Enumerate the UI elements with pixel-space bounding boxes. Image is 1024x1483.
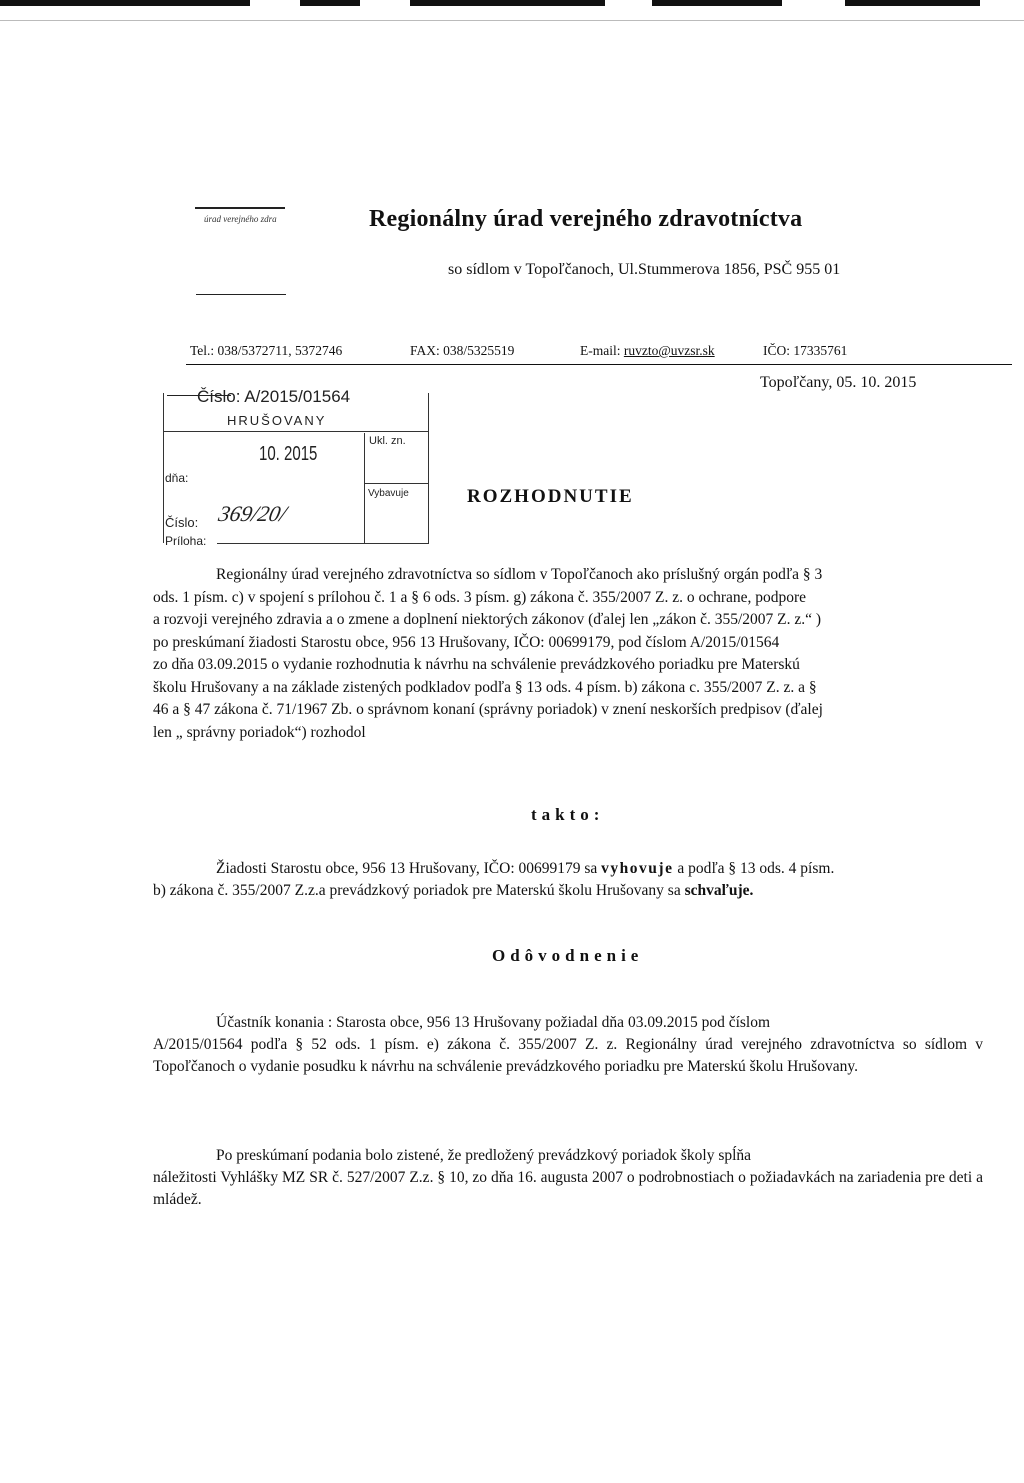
justification-text: náležitosti Vyhlášky MZ SR č. 527/2007 Z.z. § 10, zo dňa 16. augusta 2007 o podrobnostiach o požiadavkách na zariadenia pre deti a mládež. bbox=[153, 1169, 983, 1208]
stamp-date: 10. 2015 bbox=[259, 443, 318, 465]
logo-rule-bottom bbox=[196, 294, 286, 295]
contact-email-wrapper bbox=[580, 343, 715, 359]
scan-edge-mark bbox=[300, 0, 360, 6]
preamble-line: Regionálny úrad verejného zdravotníctva so sídlom v Topoľčanoch ako príslušný orgán podľa § 3 bbox=[216, 566, 823, 583]
stamp-rule bbox=[217, 543, 429, 544]
decision-text: a podľa § 13 ods. 4 písm. bbox=[677, 860, 835, 877]
decision-statement bbox=[153, 858, 983, 902]
scan-edge-line bbox=[0, 20, 1024, 21]
decision-text: b) zákona č. 355/2007 Z.z.a prevádzkový poriadok pre Materskú školu Hrušovany sa bbox=[153, 882, 681, 899]
contact-ico: IČO: 17335761 bbox=[763, 343, 848, 358]
decision-line bbox=[153, 858, 983, 880]
takto-heading: takto: bbox=[531, 805, 605, 824]
stamp-rule bbox=[163, 431, 429, 432]
registry-stamp bbox=[157, 387, 429, 547]
stamp-organization: HRUŠOVANY bbox=[227, 413, 327, 428]
preamble-line: 46 a § 47 zákona č. 71/1967 Zb. o správnom konaní (správny poriadok) v znení neskorších predpisov (ďalej bbox=[153, 701, 823, 718]
preamble-line: ods. 1 písm. c) v spojení s prílohou č. 1 a § 6 ods. 3 písm. g) zákona č. 355/2007 Z. z. o ochrane, podpore bbox=[153, 588, 807, 606]
preamble-line: po preskúmaní žiadosti Starostu obce, 956 13 Hrušovany, IČO: 00699179, pod číslom A/2015/01564 bbox=[153, 633, 780, 651]
document-heading: ROZHODNUTIE bbox=[467, 486, 634, 507]
stamp-rule bbox=[364, 483, 429, 484]
organization-address: so sídlom v Topoľčanoch, Ul.Stummerova 1856, PSČ 955 01 bbox=[448, 261, 841, 278]
scan-edge-mark bbox=[0, 0, 250, 6]
decision-preamble bbox=[153, 564, 979, 744]
justification-paragraph-2 bbox=[153, 1145, 983, 1211]
stamp-dna-label: dňa: bbox=[165, 471, 189, 485]
justification-line: Po preskúmaní podania bolo zistené, že predložený prevádzkový poriadok školy spĺňa bbox=[216, 1147, 752, 1164]
justification-text: A/2015/01564 podľa § 52 ods. 1 písm. e) zákona č. 355/2007 Z. z. Regionálny úrad verejného zdravotníctva so sídlom v Topoľčanoch o vydanie posudku k návrhu na schválenie prevádzkového poriadku pre Materskú školu Hrušovany. bbox=[153, 1036, 983, 1075]
decision-schvaluje: schvaľuje. bbox=[684, 882, 754, 899]
stamp-border-right bbox=[428, 393, 429, 543]
stamp-priloha-label: Príloha: bbox=[165, 534, 207, 548]
preamble-line: zo dňa 03.09.2015 o vydanie rozhodnutia k návrhu na schválenie prevádzkového poriadku pre Materskú bbox=[153, 656, 800, 673]
header-divider bbox=[186, 364, 1012, 365]
decision-vyhovuje: vyhovuje bbox=[601, 860, 674, 877]
preamble-line: školu Hrušovany a na základe zistených podkladov podľa § 13 ods. 4 písm. b) zákona c. 355/2007 Z. z. a § bbox=[153, 678, 817, 696]
justification-heading: Odôvodnenie bbox=[492, 946, 644, 965]
decision-text: Žiadosti Starostu obce, 956 13 Hrušovany, IČO: 00699179 sa bbox=[216, 860, 598, 877]
stamp-border-left bbox=[163, 393, 164, 543]
preamble-line: a rozvoji verejného zdravia a o zmene a doplnení niektorých zákonov (ďalej len „zákon č. 355/2007 Z. z.“ ) bbox=[153, 611, 822, 628]
logo-rule-top bbox=[195, 207, 285, 209]
scan-edge-mark bbox=[652, 0, 782, 6]
justification-paragraph-1 bbox=[153, 1012, 983, 1078]
stamp-handwritten-number: 369/20/ bbox=[216, 501, 289, 526]
justification-line: Účastník konania : Starosta obce, 956 13 Hrušovany požiadal dňa 03.09.2015 pod číslom bbox=[216, 1014, 771, 1031]
scan-edge-mark bbox=[410, 0, 605, 6]
organization-title: Regionálny úrad verejného zdravotníctva bbox=[369, 206, 803, 232]
place-date: Topoľčany, 05. 10. 2015 bbox=[760, 374, 917, 391]
scan-edge-mark bbox=[845, 0, 980, 6]
stamp-ukl-zn: Ukl. zn. bbox=[369, 435, 406, 447]
stamp-number: Číslo: A/2015/01564 bbox=[197, 387, 351, 406]
stamp-divider bbox=[364, 433, 365, 543]
contact-fax: FAX: 038/5325519 bbox=[410, 343, 515, 358]
contact-email-label: E-mail: bbox=[580, 343, 621, 358]
contact-email-link[interactable]: ruvzto@uvzsr.sk bbox=[623, 343, 715, 358]
contact-tel: Tel.: 038/5372711, 5372746 bbox=[190, 343, 343, 358]
stamp-vybavuje: Vybavuje bbox=[368, 488, 409, 499]
contact-row bbox=[190, 343, 1014, 363]
preamble-line: len „ správny poriadok“) rozhodol bbox=[153, 723, 366, 741]
stamp-cislo-label: Číslo: bbox=[165, 515, 199, 530]
logo-caption: úrad verejného zdra bbox=[204, 214, 277, 224]
